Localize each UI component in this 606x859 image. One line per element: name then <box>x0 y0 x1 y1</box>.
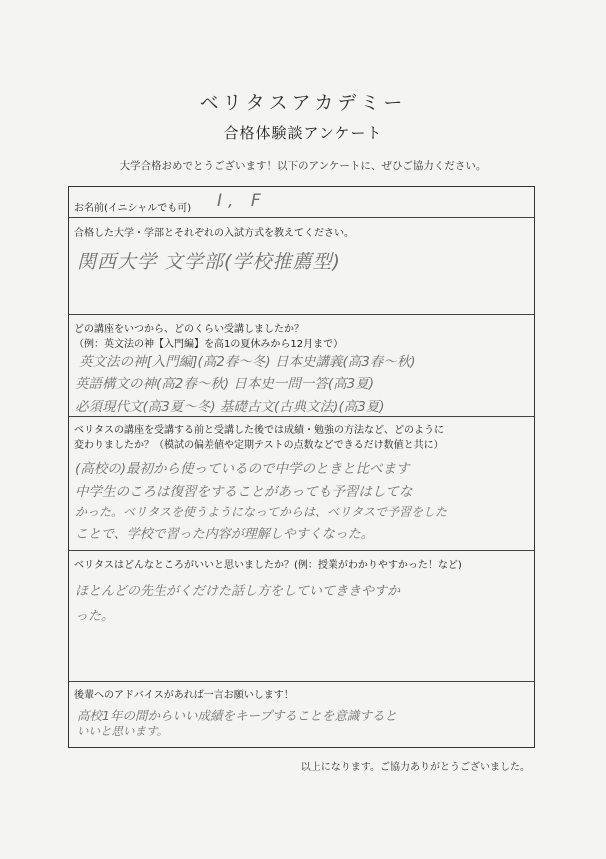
name-label: お名前(イニシャルでも可) <box>74 203 192 214</box>
advice-answer-line: いいと思います。 <box>77 724 169 738</box>
changes-label-line: ベリタスの講座を受講する前と受講した後では成績・勉強の方法など、どのように <box>74 425 444 436</box>
intro-text: 大学合格おめでとうございます！以下のアンケートに、ぜひご協力ください。 <box>119 160 487 172</box>
divider <box>69 681 534 682</box>
changes-answer-line: かった。ベリタスを使うようになってからは、ベリタスで予習をした <box>75 505 448 519</box>
divider <box>69 550 534 551</box>
courses-answer-line: 必須現代文(高3夏〜冬) 基礎古文(古典文法)(高3夏) <box>75 399 385 415</box>
changes-answer-line: 中学生のころは復習をすることがあっても予習はしてな <box>75 484 413 500</box>
changes-label-line: 変わりましたか？（模試の偏差値や定期テストの点数などできるだけ数値と共に） <box>74 440 444 451</box>
page-title: 合格体験談アンケート <box>223 124 383 142</box>
divider <box>69 217 534 218</box>
divider <box>69 416 534 417</box>
advice-label: 後輩へのアドバイスがあれば一言お願いします！ <box>74 690 294 701</box>
good-points-answer-line: ほとんどの先生がくだけた話し方をしていてききやすか <box>75 584 401 599</box>
good-points-answer-line: った。 <box>75 609 115 624</box>
courses-answer-line: 英文法の神[入門編](高2春〜冬) 日本史講義(高3春〜秋) <box>79 354 416 370</box>
survey-form <box>68 186 535 748</box>
university-answer: 関西大学 文学部(学校推薦型) <box>77 251 341 273</box>
divider <box>69 314 534 315</box>
good-points-label: ベリタスはどんなところがいいと思いましたか？(例：授業がわかりやすかった！など) <box>74 560 462 571</box>
courses-label: どの講座をいつから、どのくらい受講しましたか？ <box>74 324 304 335</box>
university-label: 合格した大学・学部とそれぞれの入試方式を教えてください。 <box>74 228 354 239</box>
changes-answer-line: ことで、学校で習った内容が理解しやすくなった。 <box>75 527 374 542</box>
changes-answer-line: (高校の)最初から使っているので中学のときと比べます <box>75 461 410 477</box>
advice-answer-line: 高校1年の間からいい成績をキープすることを意識すると <box>77 708 397 723</box>
closing-text: 以上になります。ご協力ありがとうございました。 <box>300 762 530 773</box>
brand-logo: ベリタスアカデミー <box>199 92 407 114</box>
courses-example: （例：英文法の神【入門編】を高1の夏休みから12月まで） <box>74 339 344 350</box>
name-answer: I, F <box>217 191 267 211</box>
courses-answer-line: 英語構文の神(高2春〜秋) 日本史一問一答(高3夏) <box>75 376 375 392</box>
